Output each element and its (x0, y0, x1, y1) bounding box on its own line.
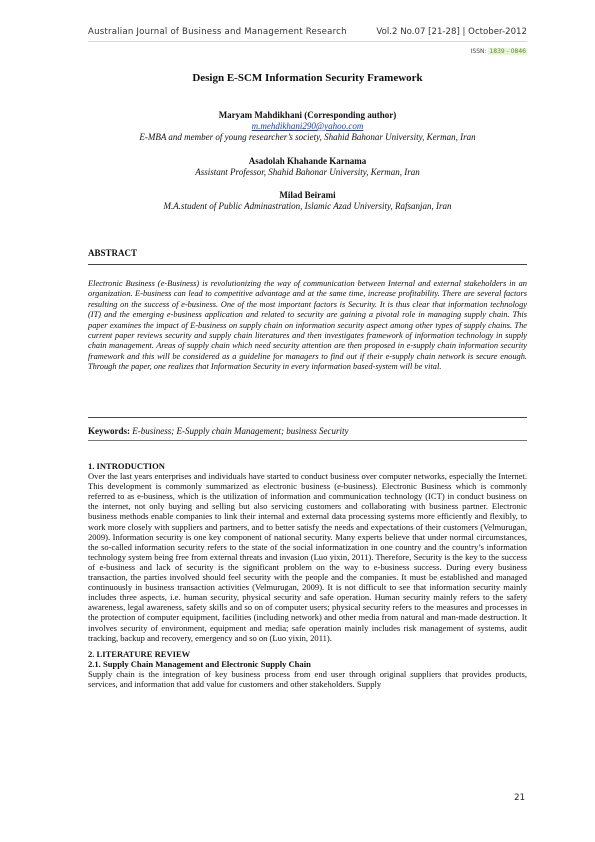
author-name: Asadolah Khahande Karnama (248, 156, 367, 166)
section-heading-introduction: 1. INTRODUCTION (88, 461, 165, 471)
keywords-value: E-business; E-Supply chain Management; business Security (132, 426, 349, 436)
paper-title: Design E-SCM Information Security Framework (192, 72, 423, 84)
author-block-2 (80, 156, 535, 178)
literature-paragraph: Supply chain is the integration of key business process from end user through original suppliers that provides products, services, and information that add value for customers and other stakeholders. Supply (88, 668, 527, 689)
issn-number: 1839 - 0846 (489, 48, 526, 55)
journal-name: Australian Journal of Business and Management Research (88, 27, 347, 37)
keywords-line (88, 426, 527, 436)
author-affiliation: M.A.student of Public Adminastration, Islamic Azad University, Rafsanjan, Iran (163, 201, 452, 211)
author-block-1 (80, 110, 535, 143)
volume-info: Vol.2 No.07 [21-28] | October-2012 (376, 27, 527, 37)
divider (88, 440, 527, 441)
author-affiliation: Assistant Professor, Shahid Bahonar University, Kerman, Iran (195, 167, 420, 177)
body-text (88, 461, 527, 689)
divider (88, 264, 527, 265)
author-name: Maryam Mahdikhani (Corresponding author) (218, 110, 397, 120)
introduction-paragraph: Over the last years enterprises and individuals have started to conduct business over computer networks, especially the Internet. This development is commonly summarized as electronic business (e-business). Electronic Business which is commonly referred to as e-business, which is the utilization of information and communication technology (ICT) in conduct business on the internet, not only buying and selling but also servicing customers and collaborating with business partner. Electronic business methods enable companies to link their internal and external data processing systems more efficiently and flexibly, to work more closely with suppliers and partners, and to better satisfy the needs and expectations of their customers (Velmurugan, 2009). Information security is one key component of national security. Many experts believe that under normal circumstances, the so-called information security refers to the state of the social informatization in one country and the country’s information technology system being free from external threats and invasion (Luo yixin, 2011). Therefore, Security is the key to the success of e-business and lack of security is the significant problem on the way to e-business success. During every business transaction, the parties involved should feel security with the people and the companies. It must be established and managed continuously in business transaction activities (Velmurugan, 2009). It is not difficult to see that information security mainly includes three aspects, i.e. human security, physical security and safe operation. Human security mainly refers to the safety awareness, legal awareness, safety skills and so on of computer users; physical security refers to the measures and processes in the protection of computer equipment, facilities (including network) and other media from natural and man-made destruction. It involves security of environment, equipment and media; safe operation mainly includes risk management of systems, audit tracking, backup and recovery, emergency and so on (Luo yixin, 2011). (88, 471, 527, 643)
page-number: 21 (514, 793, 525, 803)
divider (88, 417, 527, 418)
section-heading-literature-review: 2. LITERATURE REVIEW (88, 648, 191, 659)
author-name: Milad Beirami (279, 190, 336, 200)
issn-label: ISSN: (470, 48, 487, 55)
author-email-link[interactable]: m.mehdikhani290@yahoo.com (251, 121, 364, 131)
author-block-3 (80, 190, 535, 212)
abstract-text: Electronic Business (e-Business) is revolutionizing the way of communication between Internal and external stakeholders in an organization. E-business can lead to competitive advantage and at the same time, increase profitability. There are several factors resulting on the success of e-business. One of the most important factors is Security. It is thus clear that information technology (IT) and the emerging e-business application and related to security are gaining a pivotal role in managing supply chain. This paper examines the impact of E-business on supply chain on information security aspect among other types of supply chains. The current paper reviews security and supply chain literatures and then investigates framework of information technology in supply chain management. Areas of supply chain which need security attention are then proposed in e-supply chain information security framework and this will be considered as a guideline for managers to find out if their e-supply chain network is secure enough. Through the paper, one realizes that Information Security in every information based-system will be vital. (88, 279, 527, 372)
subsection-heading: 2.1. Supply Chain Management and Electronic Supply Chain (88, 658, 311, 669)
issn-line (471, 48, 527, 55)
keywords-label: Keywords: (88, 426, 130, 436)
abstract-heading: ABSTRACT (88, 248, 138, 258)
author-affiliation: E-MBA and member of young researcher’s society, Shahid Bahonar University, Kerman, Iran (139, 132, 476, 142)
running-header (88, 27, 527, 42)
